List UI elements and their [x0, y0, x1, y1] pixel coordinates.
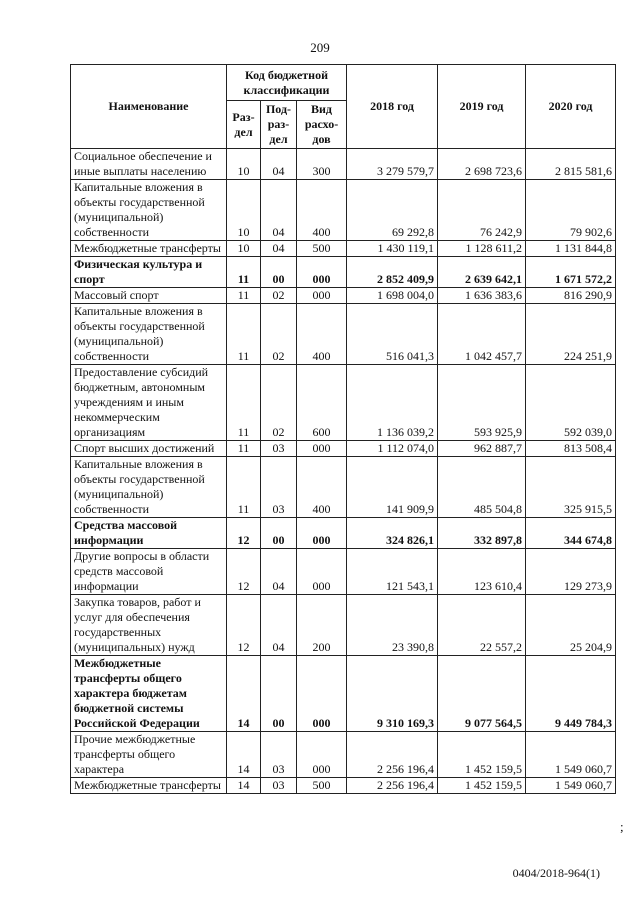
header-expense-type: Вид расхо- дов — [297, 101, 347, 149]
row-subsection: 00 — [261, 518, 297, 549]
row-subsection: 02 — [261, 304, 297, 365]
row-name: Массовый спорт — [71, 288, 227, 304]
row-2019: 9 077 564,5 — [438, 656, 526, 732]
table-row — [71, 549, 616, 595]
row-expense-type: 000 — [297, 549, 347, 595]
row-2019: 485 504,8 — [438, 457, 526, 518]
row-expense-type: 600 — [297, 365, 347, 441]
row-subsection: 03 — [261, 732, 297, 778]
row-subsection: 03 — [261, 457, 297, 518]
row-expense-type: 400 — [297, 180, 347, 241]
row-2019: 123 610,4 — [438, 549, 526, 595]
header-section: Раз- дел — [227, 101, 261, 149]
row-2019: 962 887,7 — [438, 441, 526, 457]
row-2020: 224 251,9 — [526, 304, 616, 365]
row-subsection: 04 — [261, 241, 297, 257]
row-name: Капитальные вложения в объекты государственной (муниципальной) собственности — [71, 457, 227, 518]
row-name: Прочие межбюджетные трансферты общего характера — [71, 732, 227, 778]
table-row — [71, 288, 616, 304]
row-subsection: 00 — [261, 257, 297, 288]
row-2019: 1 636 383,6 — [438, 288, 526, 304]
row-name: Средства массовой информации — [71, 518, 227, 549]
row-2020: 25 204,9 — [526, 595, 616, 656]
row-section: 11 — [227, 365, 261, 441]
row-expense-type: 000 — [297, 288, 347, 304]
table-row — [71, 304, 616, 365]
row-2020: 79 902,6 — [526, 180, 616, 241]
row-2018: 516 041,3 — [347, 304, 438, 365]
row-name: Межбюджетные трансферты общего характера бюджетам бюджетной системы Российской Федерации — [71, 656, 227, 732]
row-name: Капитальные вложения в объекты государственной (муниципальной) собственности — [71, 180, 227, 241]
table-row — [71, 732, 616, 778]
row-2018: 121 543,1 — [347, 549, 438, 595]
table-row — [71, 778, 616, 794]
row-name: Закупка товаров, работ и услуг для обеспечения государственных (муниципальных) нужд — [71, 595, 227, 656]
row-name: Межбюджетные трансферты — [71, 778, 227, 794]
row-section: 11 — [227, 457, 261, 518]
row-2019: 1 452 159,5 — [438, 732, 526, 778]
table-row — [71, 180, 616, 241]
row-2018: 69 292,8 — [347, 180, 438, 241]
page-number: 209 — [310, 40, 330, 55]
row-name: Спорт высших достижений — [71, 441, 227, 457]
row-expense-type: 500 — [297, 778, 347, 794]
row-2018: 1 136 039,2 — [347, 365, 438, 441]
row-subsection: 03 — [261, 441, 297, 457]
header-2019: 2019 год — [438, 65, 526, 149]
row-subsection: 04 — [261, 549, 297, 595]
row-subsection: 00 — [261, 656, 297, 732]
trailing-semicolon: ; — [620, 819, 624, 834]
header-subsection: Под- раз- дел — [261, 101, 297, 149]
table-row — [71, 149, 616, 180]
row-section: 11 — [227, 288, 261, 304]
row-2020: 129 273,9 — [526, 549, 616, 595]
row-section: 11 — [227, 304, 261, 365]
header-2020: 2020 год — [526, 65, 616, 149]
row-subsection: 02 — [261, 288, 297, 304]
row-section: 12 — [227, 549, 261, 595]
table-row — [71, 241, 616, 257]
footer-document-code: 0404/2018-964(1) — [512, 866, 600, 880]
row-2020: 9 449 784,3 — [526, 656, 616, 732]
table-row — [71, 257, 616, 288]
row-name: Межбюджетные трансферты — [71, 241, 227, 257]
row-expense-type: 000 — [297, 732, 347, 778]
row-2020: 816 290,9 — [526, 288, 616, 304]
row-expense-type: 400 — [297, 304, 347, 365]
row-section: 12 — [227, 595, 261, 656]
row-2019: 2 639 642,1 — [438, 257, 526, 288]
budget-table — [70, 64, 616, 794]
row-section: 14 — [227, 778, 261, 794]
row-2018: 141 909,9 — [347, 457, 438, 518]
row-subsection: 02 — [261, 365, 297, 441]
row-expense-type: 000 — [297, 656, 347, 732]
row-2018: 9 310 169,3 — [347, 656, 438, 732]
row-expense-type: 500 — [297, 241, 347, 257]
row-section: 11 — [227, 257, 261, 288]
row-2020: 1 131 844,8 — [526, 241, 616, 257]
row-2020: 1 549 060,7 — [526, 732, 616, 778]
row-expense-type: 400 — [297, 457, 347, 518]
row-2019: 22 557,2 — [438, 595, 526, 656]
row-section: 11 — [227, 441, 261, 457]
row-section: 14 — [227, 656, 261, 732]
row-name: Социальное обеспечение и иные выплаты населению — [71, 149, 227, 180]
row-section: 10 — [227, 180, 261, 241]
row-2019: 332 897,8 — [438, 518, 526, 549]
table-row — [71, 518, 616, 549]
row-name: Капитальные вложения в объекты государственной (муниципальной) собственности — [71, 304, 227, 365]
row-subsection: 04 — [261, 595, 297, 656]
row-2018: 2 256 196,4 — [347, 778, 438, 794]
table-row — [71, 595, 616, 656]
row-section: 12 — [227, 518, 261, 549]
row-2020: 325 915,5 — [526, 457, 616, 518]
table-row — [71, 457, 616, 518]
row-expense-type: 000 — [297, 441, 347, 457]
row-2018: 1 430 119,1 — [347, 241, 438, 257]
row-expense-type: 000 — [297, 257, 347, 288]
row-expense-type: 000 — [297, 518, 347, 549]
row-expense-type: 200 — [297, 595, 347, 656]
row-subsection: 03 — [261, 778, 297, 794]
row-2019: 1 452 159,5 — [438, 778, 526, 794]
row-2018: 23 390,8 — [347, 595, 438, 656]
row-2019: 1 042 457,7 — [438, 304, 526, 365]
table-row — [71, 441, 616, 457]
row-2020: 592 039,0 — [526, 365, 616, 441]
row-2020: 2 815 581,6 — [526, 149, 616, 180]
row-2018: 324 826,1 — [347, 518, 438, 549]
row-2018: 1 112 074,0 — [347, 441, 438, 457]
header-code-group: Код бюджетной классификации — [227, 65, 347, 101]
row-section: 10 — [227, 149, 261, 180]
row-section: 10 — [227, 241, 261, 257]
row-2020: 1 671 572,2 — [526, 257, 616, 288]
row-2019: 1 128 611,2 — [438, 241, 526, 257]
table-row — [71, 656, 616, 732]
row-name: Физическая культура и спорт — [71, 257, 227, 288]
row-2020: 1 549 060,7 — [526, 778, 616, 794]
table-row — [71, 365, 616, 441]
row-expense-type: 300 — [297, 149, 347, 180]
row-2018: 2 852 409,9 — [347, 257, 438, 288]
row-2019: 2 698 723,6 — [438, 149, 526, 180]
row-2019: 593 925,9 — [438, 365, 526, 441]
row-2018: 2 256 196,4 — [347, 732, 438, 778]
row-2020: 344 674,8 — [526, 518, 616, 549]
header-2018: 2018 год — [347, 65, 438, 149]
row-2018: 3 279 579,7 — [347, 149, 438, 180]
row-subsection: 04 — [261, 180, 297, 241]
row-subsection: 04 — [261, 149, 297, 180]
row-2019: 76 242,9 — [438, 180, 526, 241]
header-name: Наименование — [71, 65, 227, 149]
row-section: 14 — [227, 732, 261, 778]
row-2018: 1 698 004,0 — [347, 288, 438, 304]
row-2020: 813 508,4 — [526, 441, 616, 457]
row-name: Предоставление субсидий бюджетным, автономным учреждениям и иным некоммерческим организациям — [71, 365, 227, 441]
row-name: Другие вопросы в области средств массовой информации — [71, 549, 227, 595]
